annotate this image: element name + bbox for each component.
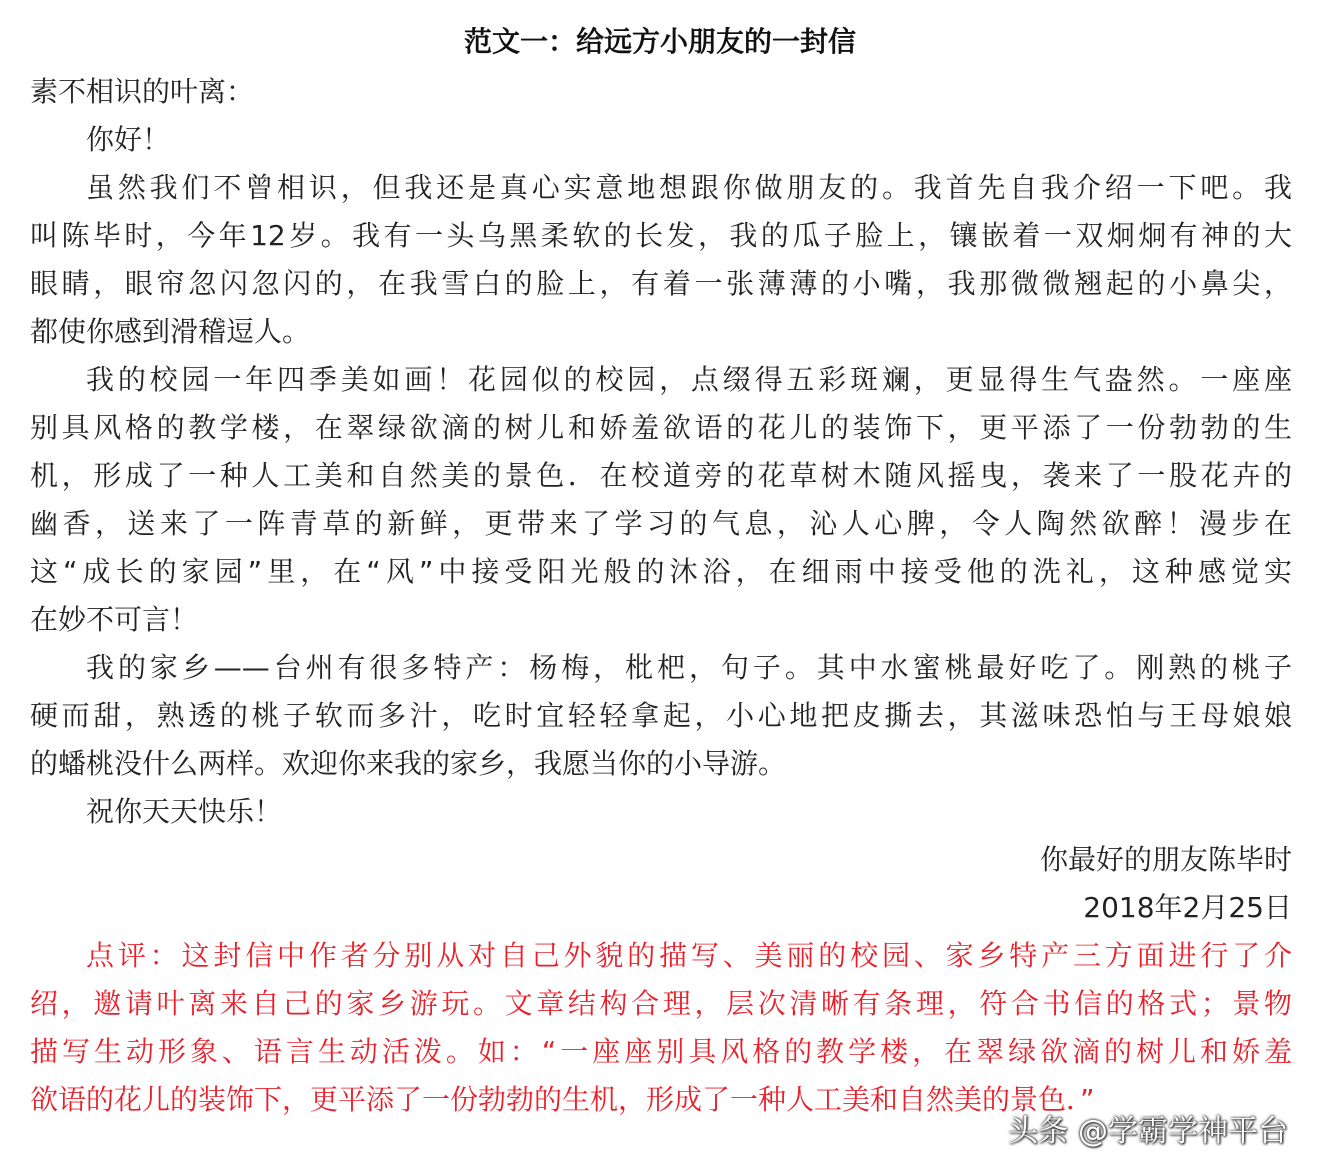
paragraph-1-line: 叫陈毕时，今年12岁。我有一头乌黑柔软的长发，我的瓜子脸上，镶嵌着一双炯炯有神的大 <box>30 219 1292 252</box>
watermark-handle: @学霸学神平台 <box>1078 1114 1288 1149</box>
comment-line: 点评：这封信中作者分别从对自己外貌的描写、美丽的校园、家乡特产三方面进行了介 <box>86 939 1292 972</box>
greeting: 你好！ <box>86 123 171 156</box>
paragraph-1-line: 虽然我们不曾相识，但我还是真心实意地想跟你做朋友的。我首先自我介绍一下吧。我 <box>86 171 1292 204</box>
comment-line: 描写生动形象、语言生动活泼。如：“一座座别具风格的教学楼，在翠绿欲滴的树儿和娇羞 <box>30 1035 1292 1068</box>
paragraph-2-line: 幽香，送来了一阵青草的新鲜，更带来了学习的气息，沁人心脾，令人陶然欲醉！漫步在 <box>30 507 1292 540</box>
salutation: 素不相识的叶离： <box>30 75 255 108</box>
paragraph-3-line: 的蟠桃没什么两样。欢迎你来我的家乡，我愿当你的小导游。 <box>30 747 787 780</box>
paragraph-2-line: 别具风格的教学楼，在翠绿欲滴的树儿和娇羞欲语的花儿的装饰下，更平添了一份勃勃的生 <box>30 411 1292 444</box>
paragraph-3-line: 我的家乡——台州有很多特产：杨梅，枇杷，句子。其中水蜜桃最好吃了。刚熟的桃子 <box>86 651 1292 684</box>
paragraph-1-line: 眼睛，眼帘忽闪忽闪的，在我雪白的脸上，有着一张薄薄的小嘴，我那微微翘起的小鼻尖， <box>30 267 1292 300</box>
closing-wish: 祝你天天快乐！ <box>86 795 283 828</box>
paragraph-2-line: 我的校园一年四季美如画！花园似的校园，点缀得五彩斑斓，更显得生气盎然。一座座 <box>86 363 1292 396</box>
watermark-brand: 头条 <box>1008 1114 1068 1149</box>
paragraph-1-line: 都使你感到滑稽逗人。 <box>30 315 311 348</box>
watermark <box>1008 1112 1288 1152</box>
comment-line: 欲语的花儿的装饰下，更平添了一份勃勃的生机，形成了一种人工美和自然美的景色．” <box>30 1083 1095 1116</box>
document-title: 范文一：给远方小朋友的一封信 <box>463 25 856 58</box>
comment-line: 绍，邀请叶离来自己的家乡游玩。文章结构合理，层次清晰有条理，符合书信的格式；景物 <box>30 987 1292 1020</box>
paragraph-2-line: 在妙不可言！ <box>30 603 199 636</box>
paragraph-3-line: 硬而甜，熟透的桃子软而多汁，吃时宜轻轻拿起，小心地把皮撕去，其滋味恐怕与王母娘娘 <box>30 699 1292 732</box>
signature: 你最好的朋友陈毕时 <box>1039 843 1292 876</box>
paragraph-2-line: 机，形成了一种人工美和自然美的景色．在校道旁的花草树木随风摇曳，袭来了一股花卉的 <box>30 459 1292 492</box>
paragraph-2-line: 这“成长的家园”里，在“风”中接受阳光般的沐浴，在细雨中接受他的洗礼，这种感觉实 <box>30 555 1292 588</box>
letter-date: 2018年2月25日 <box>1083 891 1292 924</box>
